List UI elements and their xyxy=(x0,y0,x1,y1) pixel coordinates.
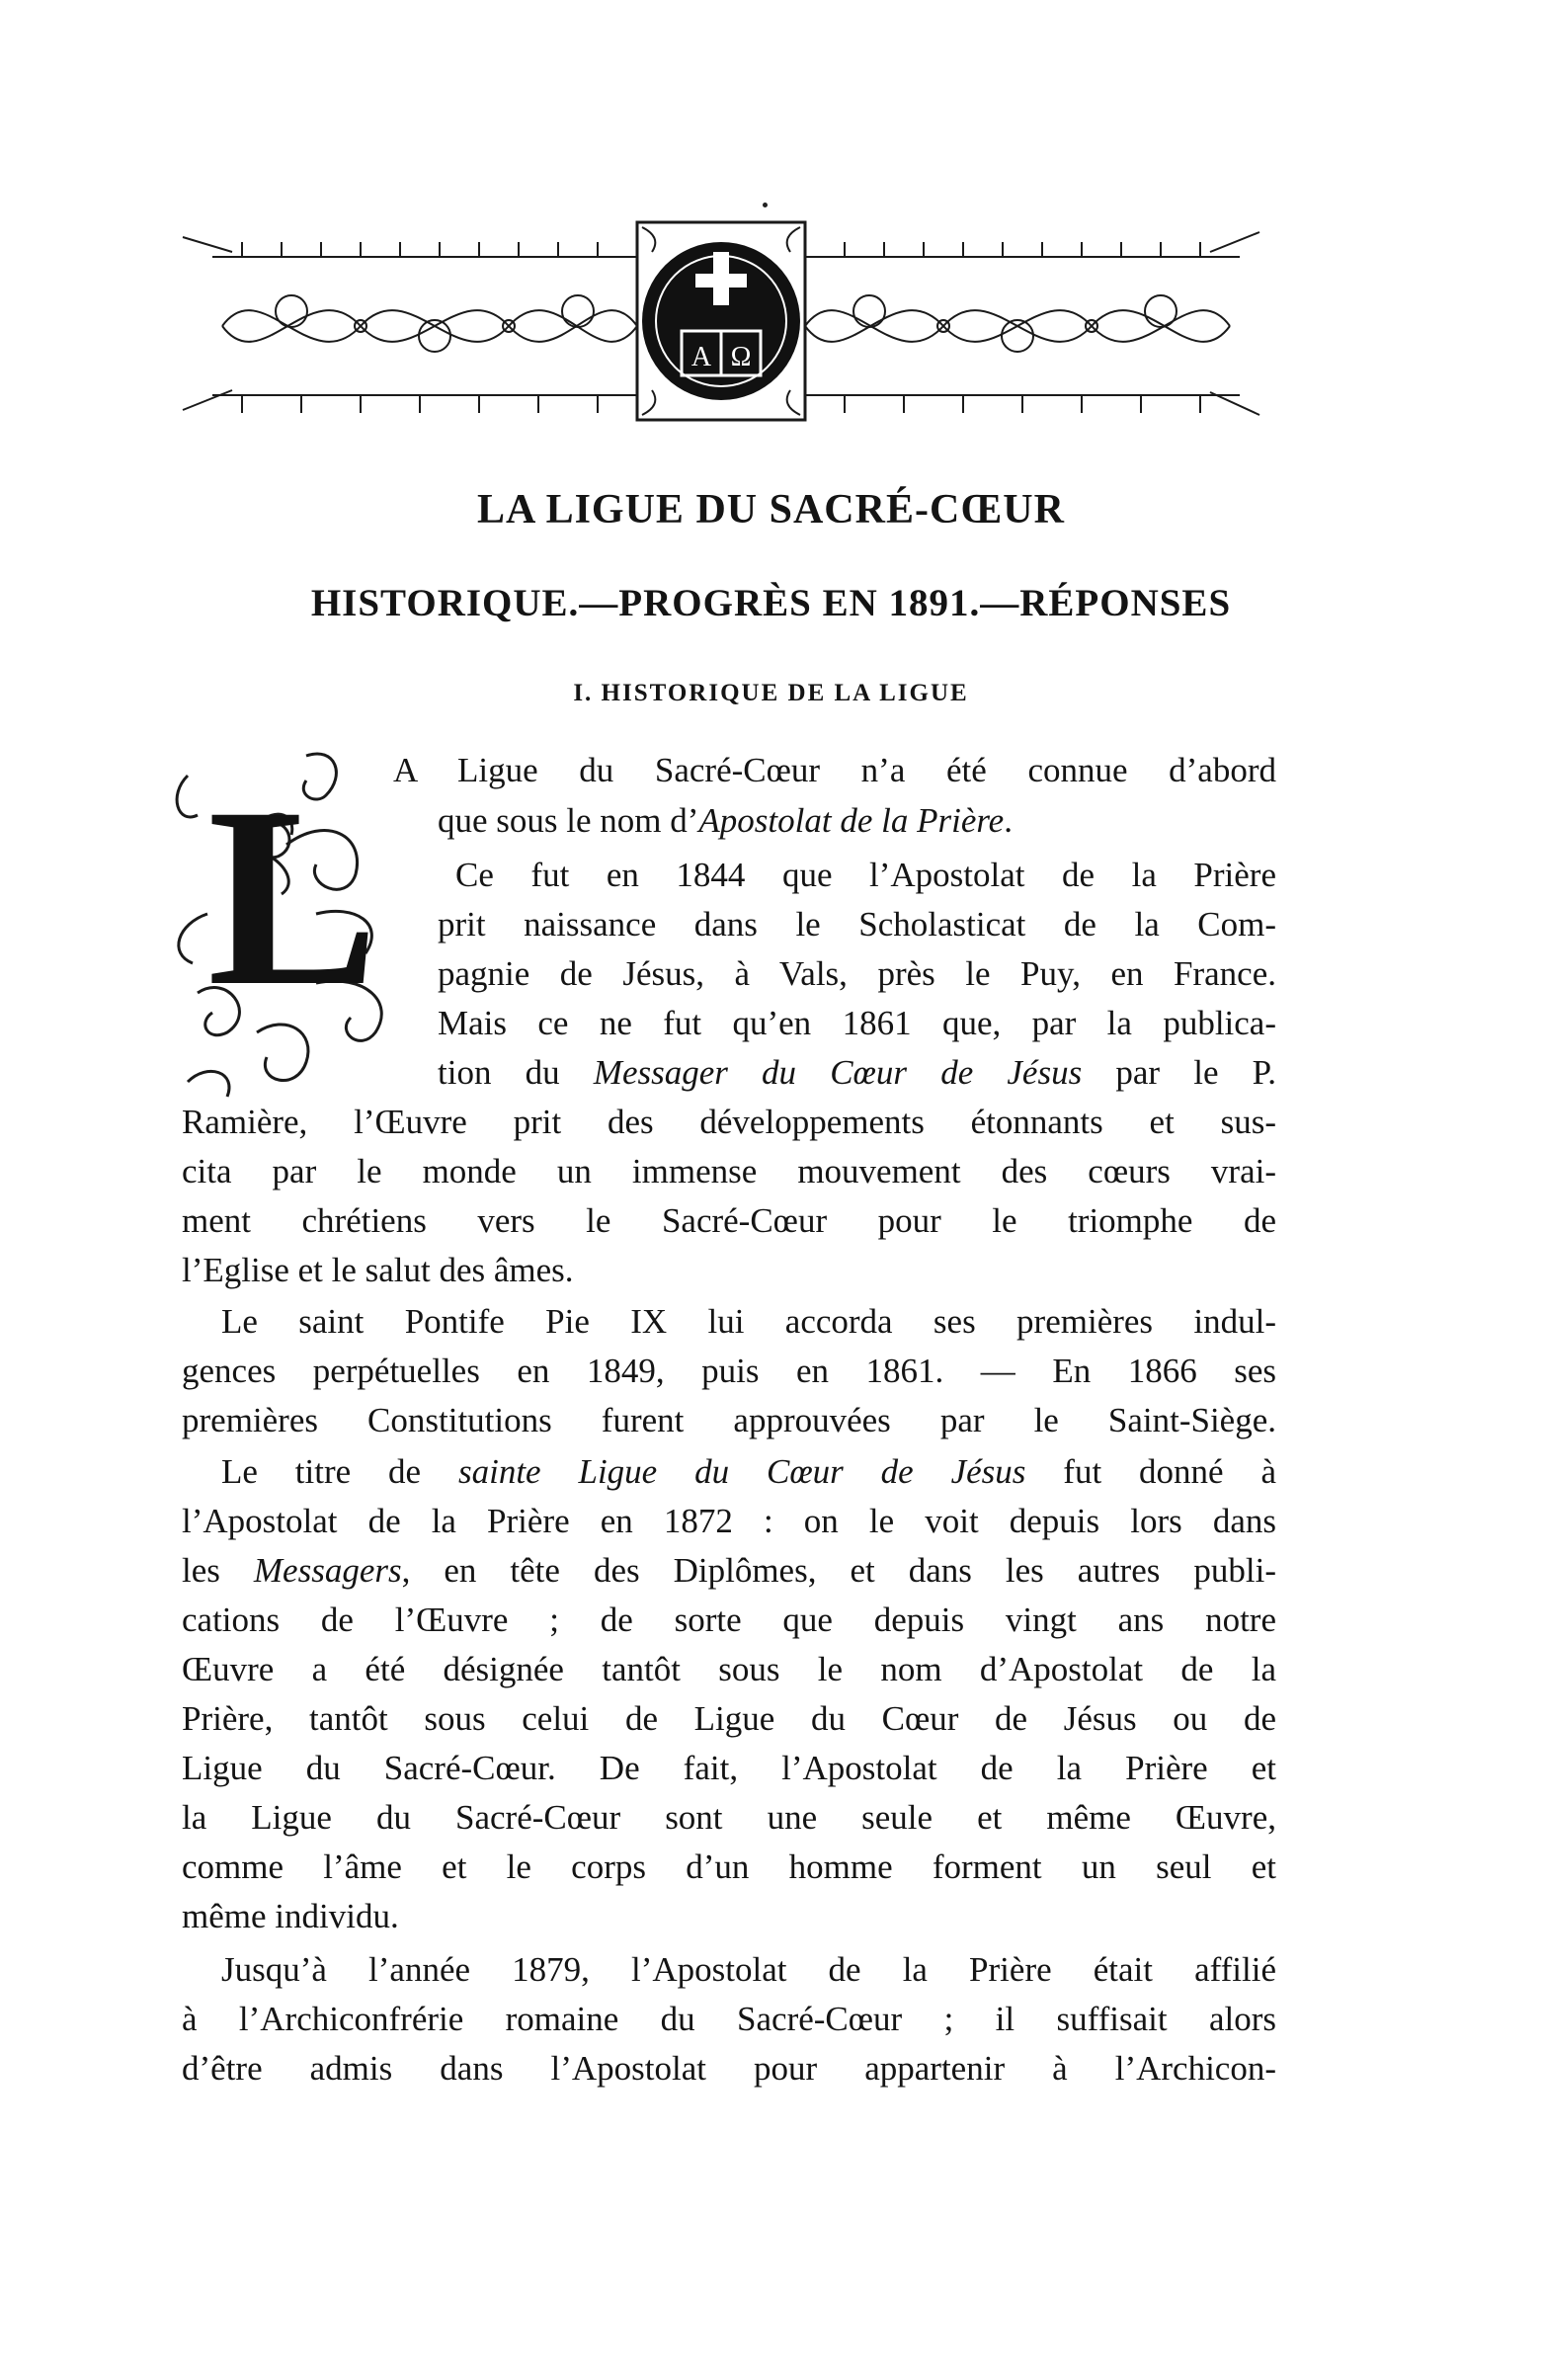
text-run: Jusqu’à l’année 1879, l’Apostolat de la Prière était affilié xyxy=(221,1950,1276,1989)
text-line xyxy=(182,1352,1276,1391)
text-run: , en tête des Diplômes, et dans les autres publi- xyxy=(401,1551,1276,1590)
text-run: fut donné à xyxy=(1025,1452,1276,1491)
text-line xyxy=(182,1502,1276,1541)
text-run: l’Apostolat de la Prière en 1872 : on le voit depuis lors dans xyxy=(182,1502,1276,1540)
text-line xyxy=(182,1847,1276,1887)
text-line xyxy=(182,1699,1276,1739)
text-line xyxy=(182,1650,1276,1689)
text-line xyxy=(182,1152,1276,1191)
section-heading: I. HISTORIQUE DE LA LIGUE xyxy=(573,680,969,706)
decorated-initial xyxy=(168,736,400,1107)
text-run: Ramière, l’Œuvre prit des développements étonnants et sus- xyxy=(182,1103,1276,1141)
text-run: cita par le monde un immense mouvement des cœurs vrai- xyxy=(182,1152,1276,1190)
svg-text:L: L xyxy=(207,755,379,1039)
text-run: la Ligue du Sacré-Cœur sont une seule et même Œuvre, xyxy=(182,1798,1276,1837)
text-run: les xyxy=(182,1551,254,1590)
text-line xyxy=(221,1302,1276,1342)
text-line xyxy=(438,954,1276,994)
text-run: d’être admis dans l’Apostolat pour appartenir à l’Archicon- xyxy=(182,2049,1276,2088)
text-line xyxy=(182,1749,1276,1788)
text-line xyxy=(182,2000,1276,2039)
text-run: gences perpétuelles en 1849, puis en 1861. — En 1866 ses xyxy=(182,1352,1276,1390)
text-run: même individu. xyxy=(182,1897,399,1935)
text-run: cations de l’Œuvre ; de sorte que depuis vingt ans notre xyxy=(182,1600,1276,1639)
italic-title-run: Apostolat de la Prière xyxy=(698,801,1005,840)
text-run: Mais ce ne fut qu’en 1861 que, par la publica- xyxy=(438,1004,1276,1042)
text-line xyxy=(393,751,1276,790)
text-run: Le titre de xyxy=(221,1452,458,1491)
page-subtitle: HISTORIQUE.—PROGRÈS EN 1891.—RÉPONSES xyxy=(310,582,1232,624)
text-run: ment chrétiens vers le Sacré-Cœur pour le triomphe de xyxy=(182,1201,1276,1240)
ornament-vine-icon xyxy=(173,212,1269,430)
print-speck xyxy=(763,203,768,207)
page-title: LA LIGUE DU SACRÉ-CŒUR xyxy=(477,487,1065,533)
text-line xyxy=(438,1004,1276,1043)
text-run: à l’Archiconfrérie romaine du Sacré-Cœur ; il suffisait alors xyxy=(182,2000,1276,2038)
text-line xyxy=(182,1600,1276,1640)
text-run: Ligue du Sacré-Cœur. De fait, l’Apostolat de la Prière et xyxy=(182,1749,1276,1787)
angel-initial-icon xyxy=(168,736,400,1107)
text-run: Le saint Pontife Pie IX lui accorda ses premières indul- xyxy=(221,1302,1276,1341)
text-run: Œuvre a été désignée tantôt sous le nom d’Apostolat de la xyxy=(182,1650,1276,1688)
italic-title-run: Messager du Cœur de Jésus xyxy=(593,1053,1083,1092)
text-run: premières Constitutions furent approuvées par le Saint-Siège. xyxy=(182,1401,1276,1439)
text-run: Prière, tantôt sous celui de Ligue du Cœur de Jésus ou de xyxy=(182,1699,1276,1738)
text-line xyxy=(182,2049,1276,2089)
ornamental-header-banner xyxy=(173,212,1269,430)
text-run: A Ligue du Sacré-Cœur n’a été connue d’abord xyxy=(393,751,1276,789)
text-run: par le P. xyxy=(1082,1053,1276,1092)
text-run: prit naissance dans le Scholasticat de la Com- xyxy=(438,905,1276,944)
text-run: comme l’âme et le corps d’un homme forment un seul et xyxy=(182,1847,1276,1886)
text-line xyxy=(221,1950,1276,1990)
text-line xyxy=(182,1401,1276,1440)
text-line xyxy=(182,1897,479,1936)
text-line xyxy=(182,1798,1276,1838)
text-run: pagnie de Jésus, à Vals, près le Puy, en France. xyxy=(438,954,1276,993)
text-run: tion du xyxy=(438,1053,594,1092)
text-run: que sous le nom d’ xyxy=(438,801,699,840)
text-line xyxy=(182,1201,1276,1241)
text-line xyxy=(438,1053,1276,1093)
text-line xyxy=(455,856,1276,895)
text-line xyxy=(438,905,1276,944)
italic-title-run: Messagers xyxy=(253,1551,402,1590)
svg-text:A: A xyxy=(690,342,712,372)
text-line xyxy=(182,1251,672,1290)
text-run: . xyxy=(1004,801,1013,840)
text-line xyxy=(438,801,1151,841)
text-run: l’Eglise et le salut des âmes. xyxy=(182,1251,574,1289)
italic-title-run: sainte Ligue du Cœur de Jésus xyxy=(457,1452,1026,1491)
text-line xyxy=(182,1103,1276,1142)
svg-text:Ω: Ω xyxy=(730,342,752,372)
text-line xyxy=(182,1551,1276,1591)
text-run: Ce fut en 1844 que l’Apostolat de la Prière xyxy=(455,856,1276,894)
text-line xyxy=(221,1452,1276,1492)
